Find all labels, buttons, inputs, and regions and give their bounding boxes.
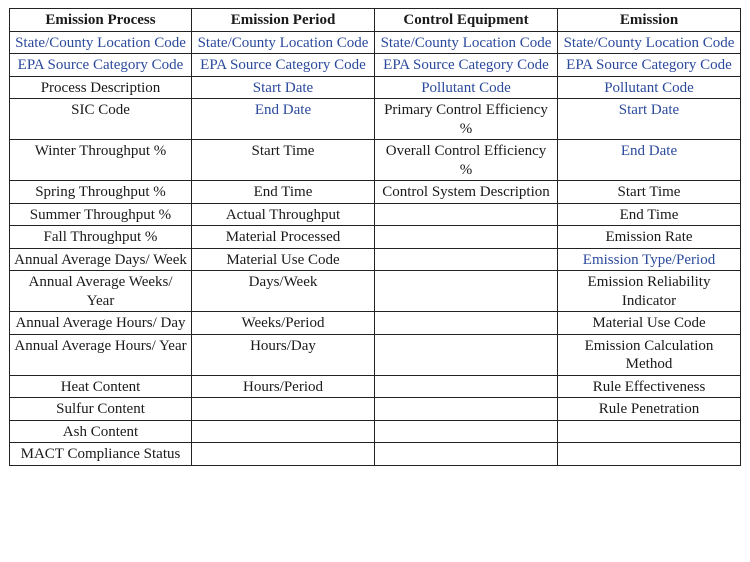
table-row <box>10 181 741 204</box>
emission-process-cell: Sulfur Content <box>10 398 192 421</box>
table-body <box>10 31 741 465</box>
emission-process-cell: SIC Code <box>10 99 192 140</box>
emission-cell: Emission Rate <box>558 226 741 249</box>
control-equipment-cell: Pollutant Code <box>375 76 558 99</box>
table-row <box>10 398 741 421</box>
header-emission-period: Emission Period <box>192 9 375 32</box>
header-emission: Emission <box>558 9 741 32</box>
emission-process-cell: Spring Throughput % <box>10 181 192 204</box>
control-equipment-cell <box>375 203 558 226</box>
control-equipment-cell <box>375 226 558 249</box>
emission-cell: Rule Penetration <box>558 398 741 421</box>
emission-period-cell: Material Processed <box>192 226 375 249</box>
control-equipment-cell <box>375 375 558 398</box>
emission-process-cell: Fall Throughput % <box>10 226 192 249</box>
control-equipment-cell <box>375 271 558 312</box>
control-equipment-cell <box>375 443 558 466</box>
control-equipment-cell <box>375 312 558 335</box>
emission-period-cell <box>192 443 375 466</box>
control-equipment-cell: EPA Source Category Code <box>375 54 558 77</box>
emission-process-cell: Annual Average Days/ Week <box>10 248 192 271</box>
emission-period-cell: Weeks/Period <box>192 312 375 335</box>
emission-cell: End Time <box>558 203 741 226</box>
table-row <box>10 248 741 271</box>
emission-process-cell: State/County Location Code <box>10 31 192 54</box>
emission-cell: Emission Calculation Method <box>558 334 741 375</box>
emission-cell: Start Time <box>558 181 741 204</box>
table-row <box>10 54 741 77</box>
emission-cell: Pollutant Code <box>558 76 741 99</box>
emission-period-cell: Hours/Period <box>192 375 375 398</box>
header-row <box>10 9 741 32</box>
emission-period-cell: End Time <box>192 181 375 204</box>
table-row <box>10 226 741 249</box>
control-equipment-cell: Control System Description <box>375 181 558 204</box>
emission-process-cell: Process Description <box>10 76 192 99</box>
control-equipment-cell: Primary Control Efficiency % <box>375 99 558 140</box>
header-emission-process: Emission Process <box>10 9 192 32</box>
header-control-equipment: Control Equipment <box>375 9 558 32</box>
emission-process-cell: Winter Throughput % <box>10 140 192 181</box>
emission-period-cell: State/County Location Code <box>192 31 375 54</box>
emission-cell: EPA Source Category Code <box>558 54 741 77</box>
emission-process-cell: Ash Content <box>10 420 192 443</box>
emission-cell: Emission Reliability Indicator <box>558 271 741 312</box>
emission-data-elements-table <box>9 8 741 466</box>
table-row <box>10 271 741 312</box>
table-container <box>9 8 741 466</box>
emission-period-cell <box>192 420 375 443</box>
table-row <box>10 140 741 181</box>
table-row <box>10 443 741 466</box>
table-header <box>10 9 741 32</box>
emission-period-cell: Material Use Code <box>192 248 375 271</box>
emission-cell: Material Use Code <box>558 312 741 335</box>
emission-cell: End Date <box>558 140 741 181</box>
emission-period-cell: Start Time <box>192 140 375 181</box>
emission-cell <box>558 420 741 443</box>
table-row <box>10 375 741 398</box>
control-equipment-cell: State/County Location Code <box>375 31 558 54</box>
emission-process-cell: MACT Compliance Status <box>10 443 192 466</box>
control-equipment-cell <box>375 398 558 421</box>
emission-process-cell: Annual Average Hours/ Year <box>10 334 192 375</box>
emission-period-cell: EPA Source Category Code <box>192 54 375 77</box>
control-equipment-cell <box>375 420 558 443</box>
emission-period-cell: End Date <box>192 99 375 140</box>
control-equipment-cell <box>375 248 558 271</box>
emission-cell: Rule Effectiveness <box>558 375 741 398</box>
emission-period-cell <box>192 398 375 421</box>
table-row <box>10 99 741 140</box>
table-row <box>10 312 741 335</box>
emission-process-cell: Heat Content <box>10 375 192 398</box>
emission-cell: Emission Type/Period <box>558 248 741 271</box>
table-row <box>10 203 741 226</box>
emission-process-cell: EPA Source Category Code <box>10 54 192 77</box>
table-row <box>10 420 741 443</box>
emission-period-cell: Start Date <box>192 76 375 99</box>
emission-period-cell: Days/Week <box>192 271 375 312</box>
emission-cell <box>558 443 741 466</box>
emission-process-cell: Annual Average Hours/ Day <box>10 312 192 335</box>
control-equipment-cell <box>375 334 558 375</box>
emission-cell: State/County Location Code <box>558 31 741 54</box>
table-row <box>10 76 741 99</box>
emission-cell: Start Date <box>558 99 741 140</box>
table-row <box>10 334 741 375</box>
emission-process-cell: Summer Throughput % <box>10 203 192 226</box>
emission-process-cell: Annual Average Weeks/ Year <box>10 271 192 312</box>
control-equipment-cell: Overall Control Efficiency % <box>375 140 558 181</box>
emission-period-cell: Hours/Day <box>192 334 375 375</box>
table-row <box>10 31 741 54</box>
emission-period-cell: Actual Throughput <box>192 203 375 226</box>
